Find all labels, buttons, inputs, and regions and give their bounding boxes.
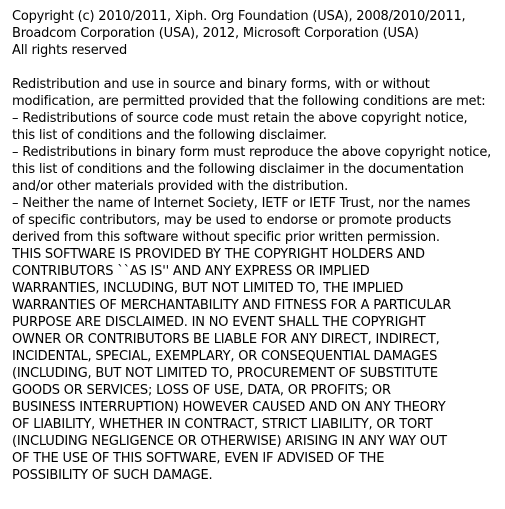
conditions-line: Redistribution and use in source and binary forms, with or without [12,77,430,92]
conditions-line: – Redistributions in binary form must reproduce the above copyright notice, [12,145,492,160]
conditions-line: derived from this software without specific prior written permission. [12,230,440,245]
disclaimer-line: (INCLUDING, BUT NOT LIMITED TO, PROCUREMENT OF SUBSTITUTE [12,366,438,381]
disclaimer-line: OWNER OR CONTRIBUTORS BE LIABLE FOR ANY DIRECT, INDIRECT, [12,332,440,347]
disclaimer-line: PURPOSE ARE DISCLAIMED. IN NO EVENT SHALL THE COPYRIGHT [12,315,426,330]
disclaimer-line: INCIDENTAL, SPECIAL, EXEMPLARY, OR CONSEQUENTIAL DAMAGES [12,349,438,364]
copyright-block [12,8,502,59]
disclaimer-line: WARRANTIES, INCLUDING, BUT NOT LIMITED TO, THE IMPLIED [12,281,404,296]
disclaimer-line: OF THE USE OF THIS SOFTWARE, EVEN IF ADVISED OF THE [12,451,385,466]
disclaimer-line: WARRANTIES OF MERCHANTABILITY AND FITNESS FOR A PARTICULAR [12,298,452,313]
conditions-line: – Neither the name of Internet Society, IETF or IETF Trust, nor the names [12,196,471,211]
copyright-line: All rights reserved [12,43,128,58]
conditions-line: this list of conditions and the following disclaimer in the documentation [12,162,464,177]
conditions-line: – Redistributions of source code must retain the above copyright notice, [12,111,468,126]
disclaimer-line: GOODS OR SERVICES; LOSS OF USE, DATA, OR PROFITS; OR [12,383,391,398]
disclaimer-line: (INCLUDING NEGLIGENCE OR OTHERWISE) ARISING IN ANY WAY OUT [12,434,447,449]
conditions-block [12,76,502,246]
paragraph-gap [12,59,502,76]
disclaimer-block [12,246,502,484]
conditions-line: modification, are permitted provided that the following conditions are met: [12,94,486,109]
disclaimer-line: BUSINESS INTERRUPTION) HOWEVER CAUSED AND ON ANY THEORY [12,400,446,415]
conditions-line: of specific contributors, may be used to endorse or promote products [12,213,452,228]
conditions-line: and/or other materials provided with the distribution. [12,179,348,194]
disclaimer-line: THIS SOFTWARE IS PROVIDED BY THE COPYRIGHT HOLDERS AND [12,247,425,262]
copyright-line: Broadcom Corporation (USA), 2012, Microsoft Corporation (USA) [12,26,419,41]
disclaimer-line: OF LIABILITY, WHETHER IN CONTRACT, STRICT LIABILITY, OR TORT [12,417,433,432]
disclaimer-line: CONTRIBUTORS ``AS IS'' AND ANY EXPRESS OR IMPLIED [12,264,370,279]
conditions-line: this list of conditions and the following disclaimer. [12,128,327,143]
copyright-line: Copyright (c) 2010/2011, Xiph. Org Foundation (USA), 2008/2010/2011, [12,9,466,24]
disclaimer-line: POSSIBILITY OF SUCH DAMAGE. [12,468,213,483]
license-text [12,8,502,484]
